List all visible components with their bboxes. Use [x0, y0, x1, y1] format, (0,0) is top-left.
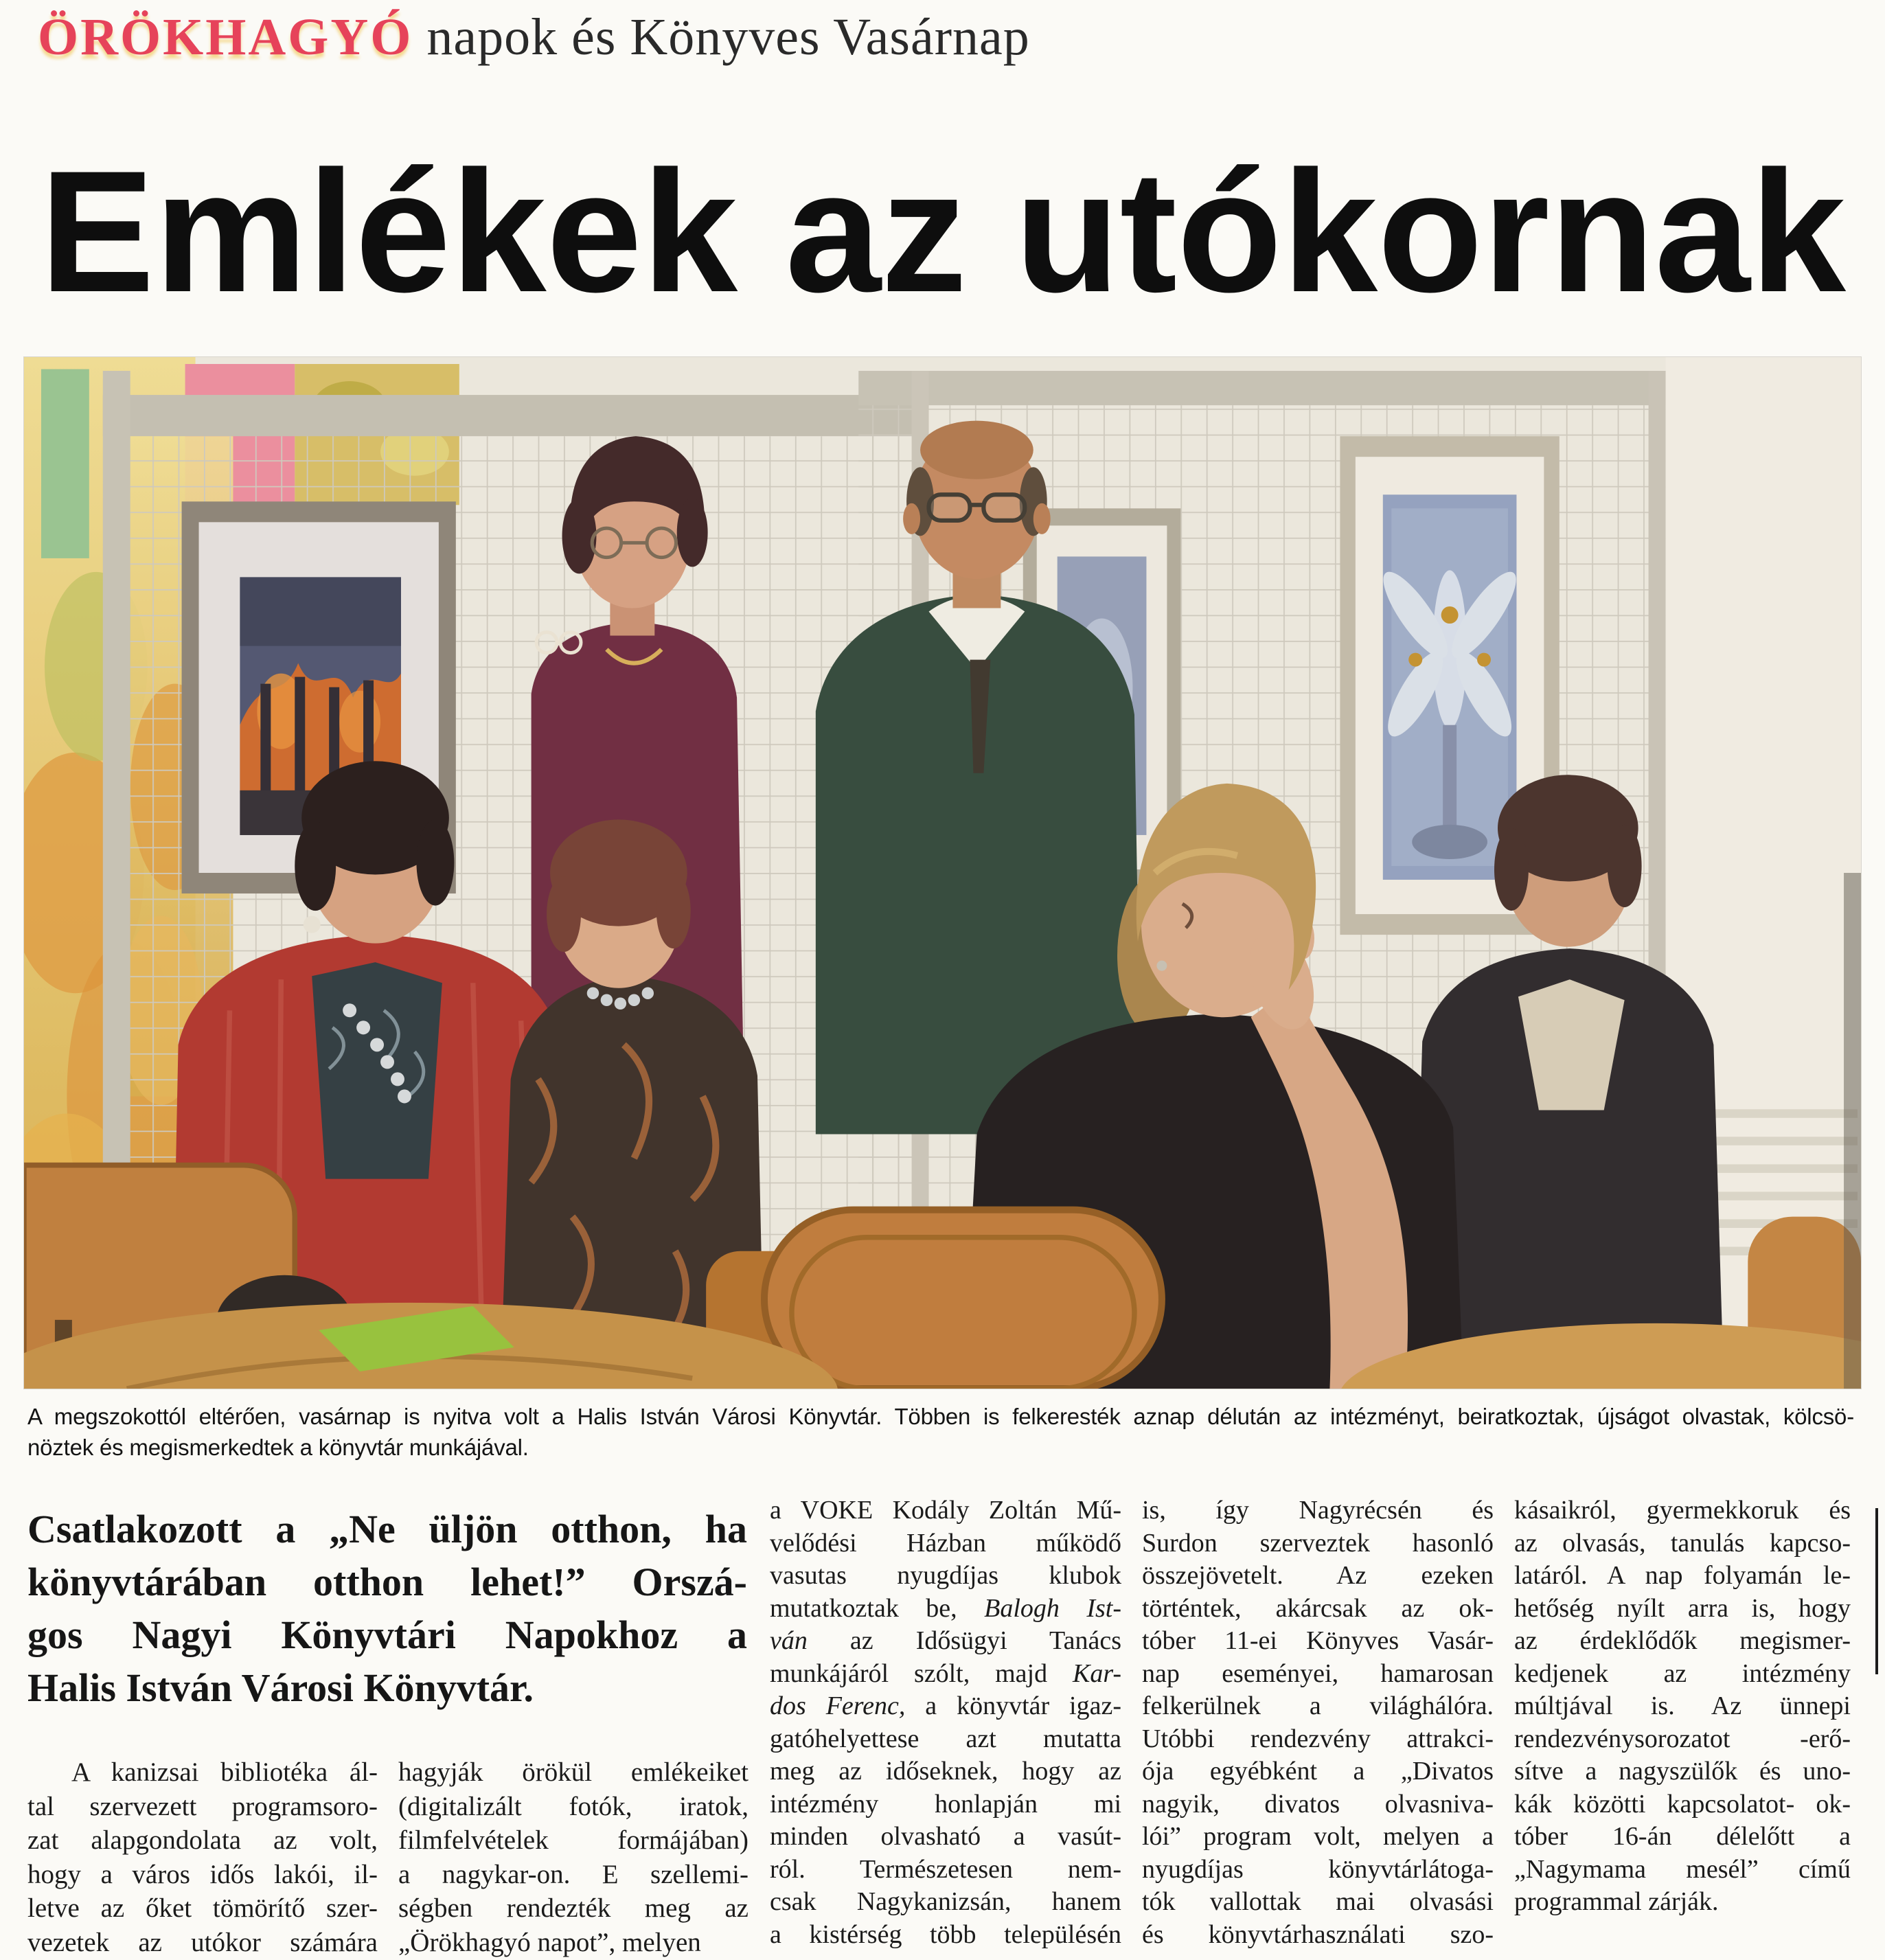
page-title: Emlékek az utókornak	[40, 141, 1847, 313]
text-line: velődési Házban működő	[770, 1528, 1121, 1558]
text-line: az olvasás, tanulás kapcso-	[1514, 1528, 1851, 1558]
text-line: és könyvtárhasználati szo-	[1142, 1919, 1494, 1949]
text-line: zat alapgondolata az volt,	[27, 1825, 378, 1855]
text-line: hagyják örökül emlékeiket	[398, 1757, 749, 1787]
text-line: a kistérség több településén	[770, 1919, 1121, 1949]
text-line: hetőség nyílt arra is, hogy	[1514, 1593, 1851, 1623]
text-line: Surdon szerveztek hasonló	[1142, 1528, 1494, 1558]
column-divider-rule	[1875, 1508, 1878, 1674]
headline-block	[0, 141, 1885, 313]
text-line: Utóbbi rendezvény attrakci-	[1142, 1724, 1494, 1753]
text-line: latáról. A nap folyamán le-	[1514, 1561, 1851, 1590]
text-line: múltjával is. Az ünnepi	[1514, 1691, 1851, 1720]
text-line: kásaikról, gyermekkoruk és	[1514, 1496, 1851, 1525]
text-line: gos Nagyi Könyvtári Napokhoz a	[27, 1613, 747, 1657]
text-line: ván az Idősügyi Tanács	[770, 1626, 1121, 1655]
lead-paragraph	[27, 1503, 747, 1714]
text-line: tók vallottak mai olvasási	[1142, 1887, 1494, 1916]
text-line: gatóhelyettese azt mutatta	[770, 1724, 1121, 1753]
text-line: nap eseményei, hamarosan	[1142, 1659, 1494, 1688]
text-line: könyvtárában otthon lehet!” Orszá-	[27, 1560, 747, 1604]
kicker-highlight: ÖRÖKHAGYÓ	[38, 8, 413, 66]
text-line: Csatlakozott a „Ne üljön otthon, ha	[27, 1507, 747, 1551]
body-column-1	[27, 1755, 378, 1959]
text-line: sítve a nagyszülők és uno-	[1514, 1757, 1851, 1786]
text-line: is, így Nagyrécsén és	[1142, 1496, 1494, 1525]
text-line: meg az időseknek, hogy az	[770, 1757, 1121, 1786]
text-line: „Örökhagyó napot”, melyen	[398, 1927, 701, 1957]
text-line: mutatkoztak be, Balogh Ist-	[770, 1593, 1121, 1623]
text-line: letve az őket tömörítő szer-	[27, 1893, 378, 1923]
text-line: tal szervezett programsoro-	[27, 1791, 378, 1821]
text-line: tóber 16-án délelőtt a	[1514, 1822, 1851, 1851]
text-line: összejövetelt. Az ezeken	[1142, 1561, 1494, 1590]
text-line: „Nagymama mesél” című	[1514, 1854, 1851, 1884]
text-line: dos Ferenc, a könyvtár igaz-	[770, 1691, 1121, 1720]
text-line: (digitalizált fotók, iratok,	[398, 1791, 749, 1821]
text-line: a VOKE Kodály Zoltán Mű-	[770, 1496, 1121, 1525]
text-line: Halis István Városi Könyvtár.	[27, 1665, 534, 1710]
text-line: intézmény honlapján mi	[770, 1789, 1121, 1819]
text-line: nöztek és megismerkedtek a könyvtár munkájával.	[27, 1435, 529, 1460]
text-line: lói” program volt, melyen a	[1142, 1822, 1494, 1851]
text-line: A kanizsai bibliotéka ál-	[71, 1757, 378, 1787]
text-line: ségben rendezték meg az	[398, 1893, 749, 1923]
text-line: nagyik, divatos olvasniva-	[1142, 1789, 1494, 1819]
text-line: ról. Természetesen nem-	[770, 1854, 1121, 1884]
text-line: vasutas nyugdíjas klubok	[770, 1561, 1121, 1590]
text-line: kák közötti kapcsolatot- ok-	[1514, 1789, 1851, 1819]
text-line: csak Nagykanizsán, hanem	[770, 1887, 1121, 1916]
text-line: filmfelvételek formájában)	[398, 1825, 749, 1855]
text-line: munkájáról szólt, majd Kar-	[770, 1659, 1121, 1688]
text-line: hogy a város idős lakói, il-	[27, 1859, 378, 1889]
text-line: A megszokottól eltérően, vasárnap is nyitva volt a Halis István Városi Könyvtár. Többen is felkeresték aznap délután az intézményt, beiratkoztak, újságot olvastak, kölcsö-	[27, 1404, 1854, 1429]
text-line: programmal zárják.	[1514, 1887, 1719, 1916]
text-line: tóber 11-ei Könyves Vasár-	[1142, 1626, 1494, 1655]
text-line: kedjenek az intézmény	[1514, 1659, 1851, 1688]
text-line: vezetek az utókor számára	[27, 1927, 378, 1957]
text-line: az érdeklődők megismer-	[1514, 1626, 1851, 1655]
text-line: felkerülnek a világhálóra.	[1142, 1691, 1494, 1720]
body-column-3	[770, 1494, 1121, 1951]
kicker-rest: napok és Könyves Vasárnap	[426, 8, 1030, 66]
text-line: nyugdíjas könyvtárlátoga-	[1142, 1854, 1494, 1884]
text-line: minden olvasható a vasút-	[770, 1822, 1121, 1851]
photo-caption	[27, 1401, 1854, 1463]
body-column-4	[1142, 1494, 1494, 1951]
kicker	[38, 5, 1030, 69]
news-photo	[24, 357, 1861, 1389]
body-column-5	[1514, 1494, 1851, 1919]
body-column-2	[398, 1755, 749, 1959]
text-line: rendezvénysorozatot -erő-	[1514, 1724, 1851, 1753]
news-photo-scene	[24, 357, 1861, 1389]
text-line: történtek, akárcsak az ok-	[1142, 1593, 1494, 1623]
text-line: a nagykar-on. E szellemi-	[398, 1859, 749, 1889]
text-line: ója egyébként a „Divatos	[1142, 1757, 1494, 1786]
